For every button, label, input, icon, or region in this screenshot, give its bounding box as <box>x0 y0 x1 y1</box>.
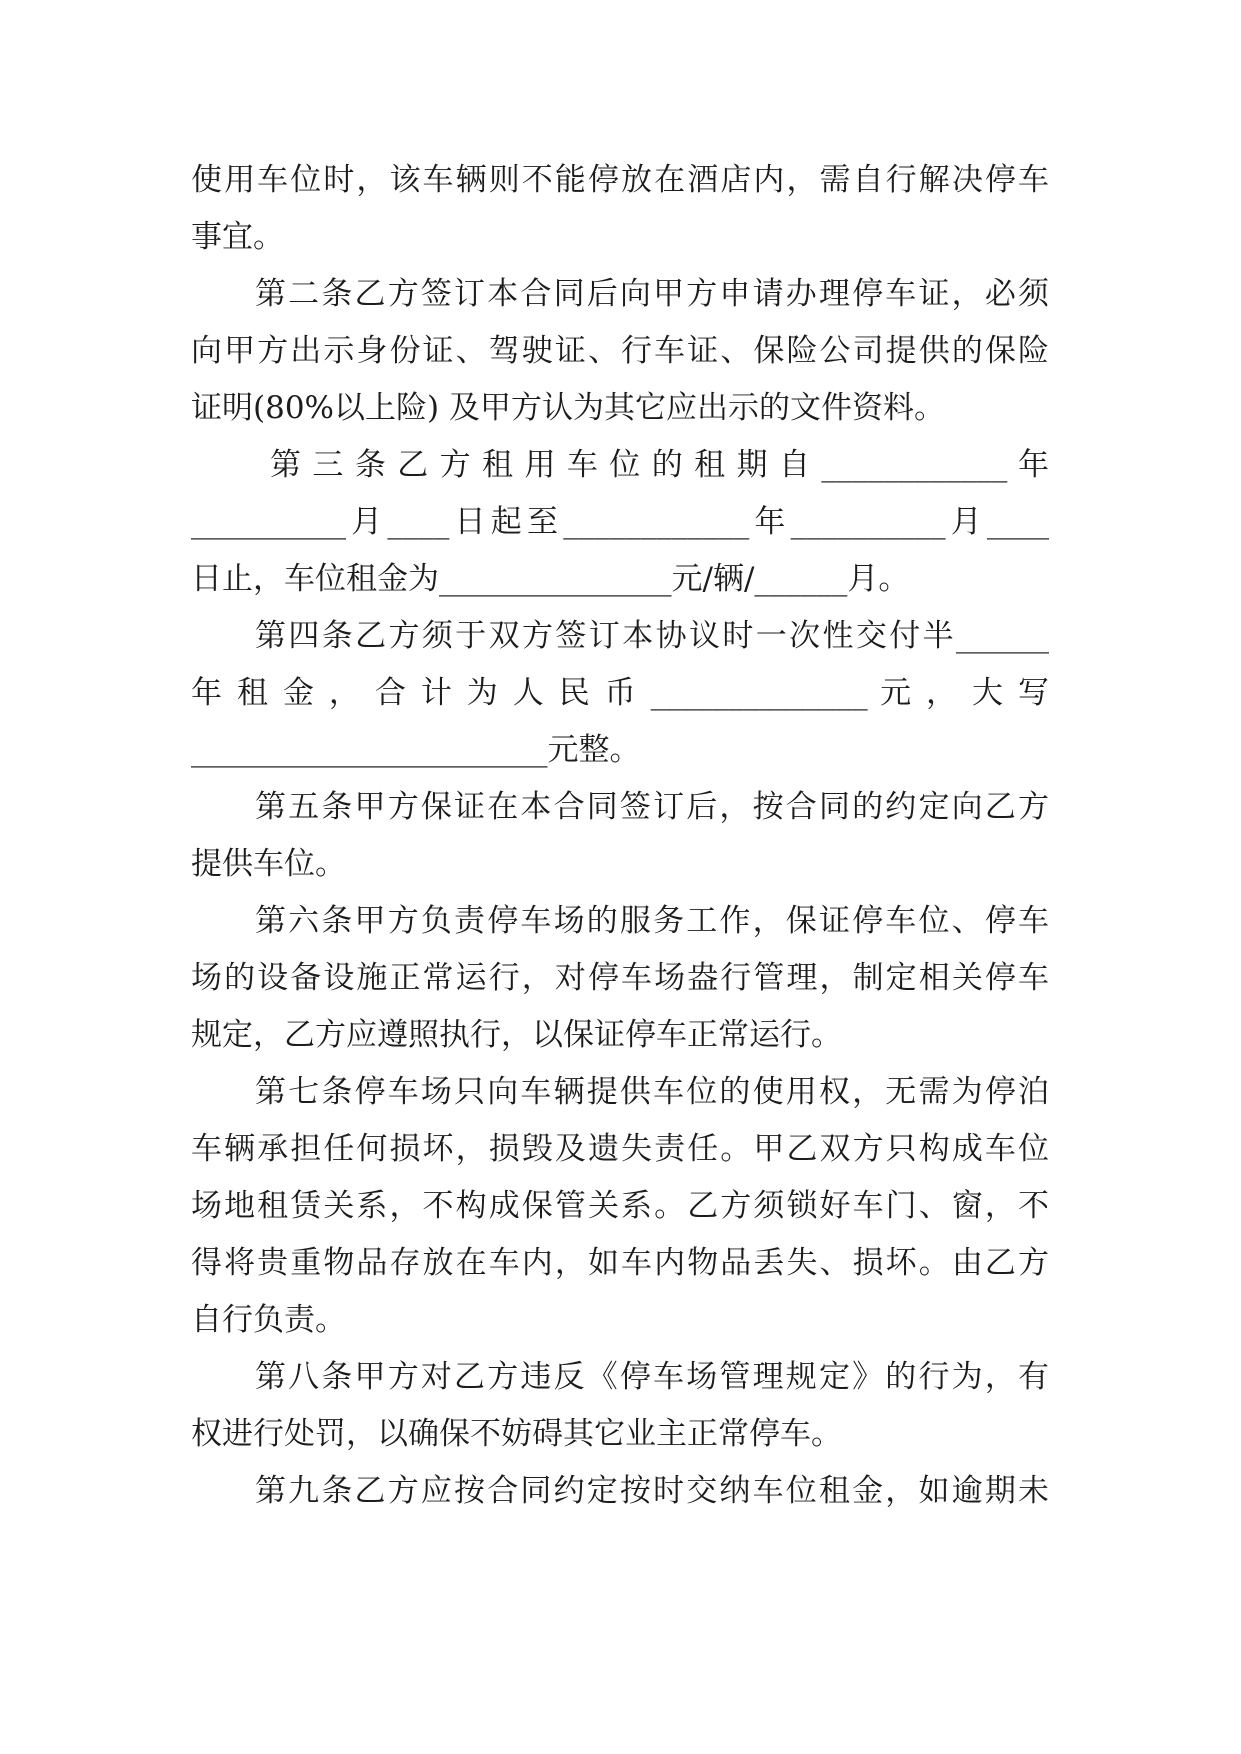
text-line: 场地租赁关系，不构成保管关系。乙方须锁好车门、窗，不 <box>191 1188 1049 1224</box>
text-line: 规定，乙方应遵照执行，以保证停车正常运行。 <box>191 1017 842 1053</box>
text-line: 第 三 条 乙 方 租 用 车 位 的 租 期 自 ____________ 年 <box>270 447 1049 483</box>
text-line: _______________________元整。 <box>191 732 641 768</box>
text-line: 日止，车位租金为_______________元/辆/______月。 <box>191 561 910 597</box>
text-line: __________月____日起至____________年__________月____ <box>191 504 1049 540</box>
text-line: 提供车位。 <box>191 846 346 882</box>
text-line: 得将贵重物品存放在车内，如车内物品丢失、损坏。由乙方 <box>191 1245 1049 1281</box>
text-line: 向甲方出示身份证、驾驶证、行车证、保险公司提供的保险 <box>191 333 1049 369</box>
text-line: 第五条甲方保证在本合同签订后，按合同的约定向乙方 <box>255 789 1049 825</box>
text-line: 第六条甲方负责停车场的服务工作，保证停车位、停车 <box>255 903 1049 939</box>
text-line: 第八条甲方对乙方违反《停车场管理规定》的行为，有 <box>255 1359 1049 1395</box>
text-line: 事宜。 <box>191 219 284 255</box>
text-line: 证明(80%以上险) 及甲方认为其它应出示的文件资料。 <box>191 390 945 426</box>
text-line: 第九条乙方应按合同约定按时交纳车位租金，如逾期未 <box>255 1473 1049 1509</box>
text-line: 第七条停车场只向车辆提供车位的使用权，无需为停泊 <box>255 1074 1049 1110</box>
text-line: 权进行处罚，以确保不妨碍其它业主正常停车。 <box>191 1416 842 1452</box>
text-line: 使用车位时，该车辆则不能停放在酒店内，需自行解决停车 <box>191 162 1049 198</box>
text-line: 自行负责。 <box>191 1302 346 1338</box>
text-line: 车辆承担任何损坏，损毁及遗失责任。甲乙双方只构成车位 <box>191 1131 1049 1167</box>
text-line: 场的设备设施正常运行，对停车场盎行管理，制定相关停车 <box>191 960 1049 996</box>
text-line: 第四条乙方须于双方签订本协议时一次性交付半______ <box>255 618 1049 654</box>
text-line: 第二条乙方签订本合同后向甲方申请办理停车证，必须 <box>255 276 1049 312</box>
text-line: 年 租 金 ， 合 计 为 人 民 币 ______________ 元 ， 大 写 <box>191 675 1049 711</box>
